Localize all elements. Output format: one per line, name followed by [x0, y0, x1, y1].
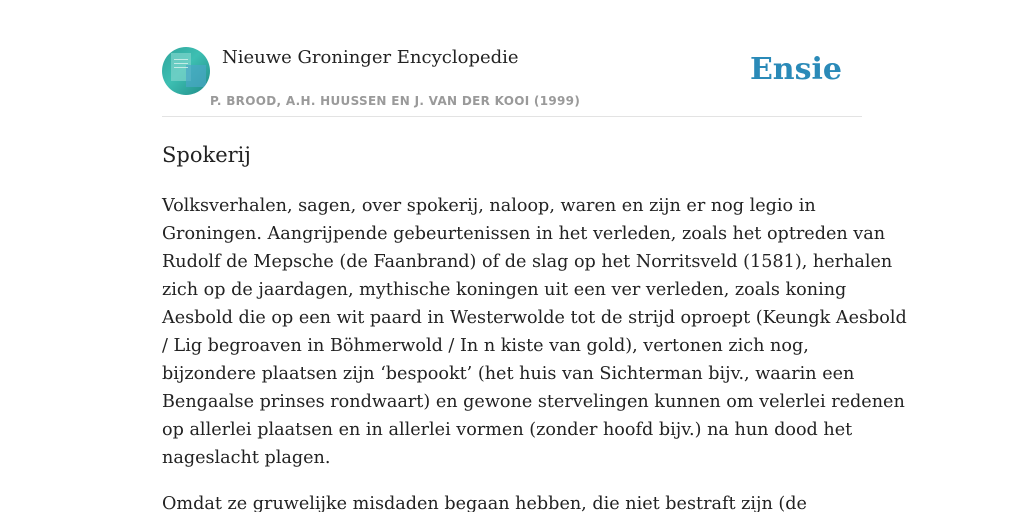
brand-logo-link[interactable]: Ensie	[749, 52, 842, 87]
entry-body	[162, 192, 907, 512]
paragraph-line: Rudolf de Mepsche (de Faanbrand) of de slag op het Norritsveld (1581), herhalen	[162, 252, 893, 272]
book-authors: P. BROOD, A.H. HUUSSEN EN J. VAN DER KOOI (1999)	[210, 94, 581, 108]
paragraph-line: bijzondere plaatsen zijn ‘bespookt’ (het huis van Sichterman bijv., waarin een	[162, 364, 855, 384]
entry-paragraph	[162, 192, 907, 472]
paragraph-line: op allerlei plaatsen en in allerlei vormen (zonder hoofd bijv.) na hun dood het	[162, 420, 853, 440]
paragraph-line: zich op de jaardagen, mythische koningen uit een ver verleden, zoals koning	[162, 280, 847, 300]
book-title-link[interactable]: Nieuwe Groninger Encyclopedie	[222, 47, 519, 68]
paragraph-line: / Lig begroaven in Böhmerwold / In n kiste van gold), vertonen zich nog,	[162, 336, 809, 356]
paragraph-line: Volksverhalen, sagen, over spokerij, naloop, waren en zijn er nog legio in	[162, 196, 816, 216]
paragraph-line: Groningen. Aangrijpende gebeurtenissen in het verleden, zoals het optreden van	[162, 224, 886, 244]
paragraph-line: Omdat ze gruwelijke misdaden begaan hebben, die niet bestraft zijn (de	[162, 494, 807, 512]
cover-page-shape	[186, 65, 206, 87]
entry-title: Spokerij	[162, 143, 251, 167]
entry-paragraph	[162, 490, 862, 512]
paragraph-line: Bengaalse prinses rondwaart) en gewone stervelingen kunnen om velerlei redenen	[162, 392, 905, 412]
site-header	[162, 42, 862, 117]
paragraph-line: Aesbold die op een wit paard in Westerwolde tot de strijd oproept (Keungk Aesbold	[162, 308, 907, 328]
paragraph-line: nageslacht plagen.	[162, 448, 331, 468]
cover-line	[174, 63, 188, 64]
cover-line	[174, 59, 188, 60]
cover-line	[174, 67, 188, 68]
book-cover-avatar[interactable]	[162, 47, 210, 95]
